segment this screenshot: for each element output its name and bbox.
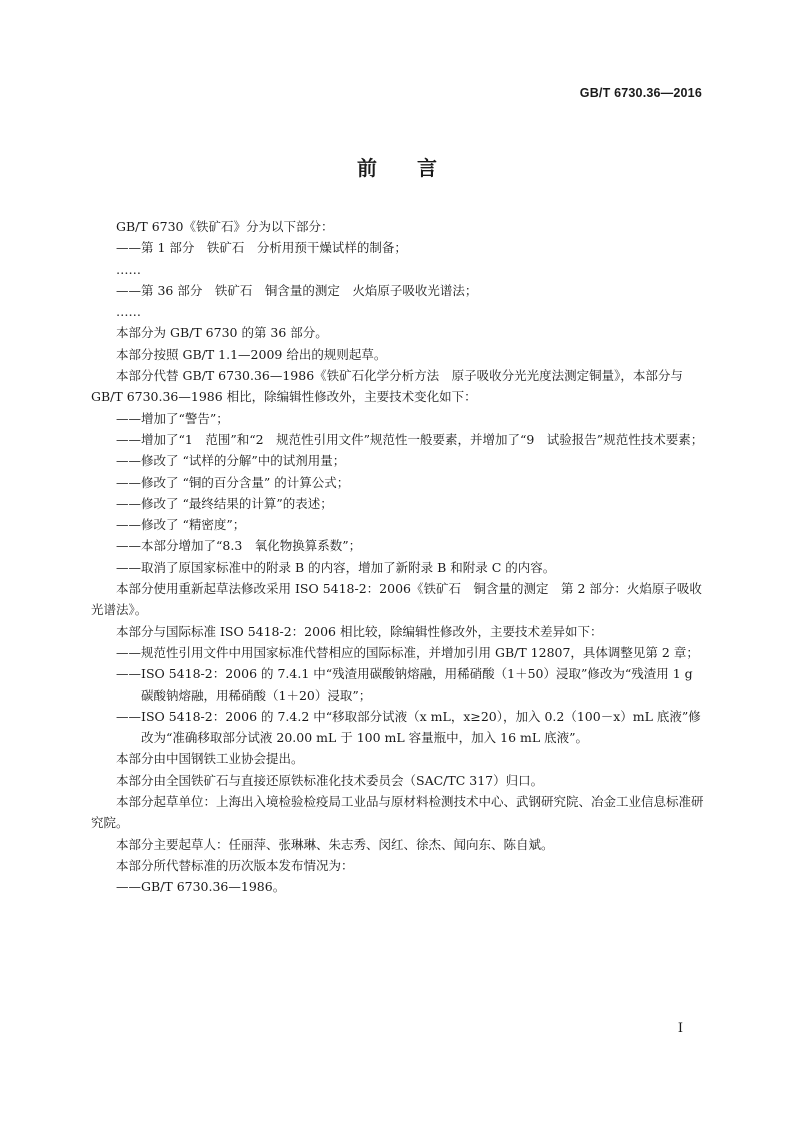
- list-item: ——取消了原国家标准中的附录 B 的内容，增加了新附录 B 和附录 C 的内容。: [116, 559, 556, 575]
- foreword-body: [91, 216, 707, 898]
- page-number: I: [677, 1021, 683, 1036]
- paragraph: 本部分由中国钢铁工业协会提出。: [116, 751, 304, 767]
- list-item: ——修改了 “最终结果的计算”的表述；: [116, 495, 333, 511]
- paragraph: 本部分所代替标准的历次版本发布情况为：: [116, 857, 354, 873]
- list-item: ——第 36 部分 铁矿石 铜含量的测定 火焰原子吸收光谱法；: [116, 282, 478, 298]
- paragraph: 本部分为 GB/T 6730 的第 36 部分。: [116, 325, 328, 341]
- paragraph: 本部分代替 GB/T 6730.36—1986《铁矿石化学分析方法 原子吸收分光光度法测定铜量》，本部分与 GB/T 6730.36—1986 相比，除编辑性修改外，主要技术变化如下：: [91, 368, 683, 405]
- standard-code: GB/T 6730.36—2016: [579, 86, 702, 100]
- list-item: ——修改了 “试样的分解”中的试剂用量；: [116, 453, 346, 469]
- paragraph: 本部分由全国铁矿石与直接还原铁标准化技术委员会（SAC/TC 317）归口。: [116, 772, 544, 788]
- list-item: ——增加了“1 范围”和“2 规范性引用文件”规范性一般要素，并增加了“9 试验报告”规范性技术要素；: [116, 431, 704, 447]
- ellipsis: ……: [116, 304, 141, 320]
- list-item: ——修改了 “铜的百分含量” 的计算公式；: [116, 474, 350, 490]
- list-item: ——GB/T 6730.36—1986。: [116, 879, 286, 895]
- paragraph: 本部分按照 GB/T 1.1—2009 给出的规则起草。: [116, 346, 387, 362]
- list-item: ——第 1 部分 铁矿石 分析用预干燥试样的制备；: [116, 240, 407, 256]
- list-item: ——修改了 “精密度”；: [116, 517, 246, 533]
- list-item: ——ISO 5418-2：2006 的 7.4.1 中“残渣用碳酸钠熔融，用稀硝酸（1＋50）浸取”修改为“残渣用 1 g 碳酸钠熔融，用稀硝酸（1＋20）浸取”；: [116, 666, 693, 703]
- list-item: ——ISO 5418-2：2006 的 7.4.2 中“移取部分试液（x mL，x≥20），加入 0.2（100－x）mL 底液”修改为“准确移取部分试液 20.00 mL 于 100 mL 容量瓶中，加入 16 mL 底液”。: [116, 708, 701, 746]
- paragraph: 本部分主要起草人：任丽萍、张琳琳、朱志秀、闵红、徐杰、闻向东、陈自斌。: [116, 836, 554, 852]
- paragraph: GB/T 6730《铁矿石》分为以下部分：: [116, 219, 334, 234]
- paragraph: 本部分使用重新起草法修改采用 ISO 5418-2：2006《铁矿石 铜含量的测定 第 2 部分：火焰原子吸收光谱法》。: [91, 581, 702, 618]
- ellipsis: ……: [116, 261, 141, 277]
- list-item: ——本部分增加了“8.3 氧化物换算系数”；: [116, 538, 362, 554]
- list-item: ——增加了“警告”；: [116, 410, 229, 426]
- list-item: ——规范性引用文件中用国家标准代替相应的国际标准，并增加引用 GB/T 12807，具体调整见第 2 章；: [116, 644, 699, 660]
- paragraph: 本部分与国际标准 ISO 5418-2：2006 相比较，除编辑性修改外，主要技术差异如下：: [116, 623, 603, 639]
- page-title: 前言: [357, 156, 477, 180]
- paragraph: 本部分起草单位：上海出入境检验检疫局工业品与原材料检测技术中心、武钢研究院、冶金工业信息标准研究院。: [91, 794, 704, 831]
